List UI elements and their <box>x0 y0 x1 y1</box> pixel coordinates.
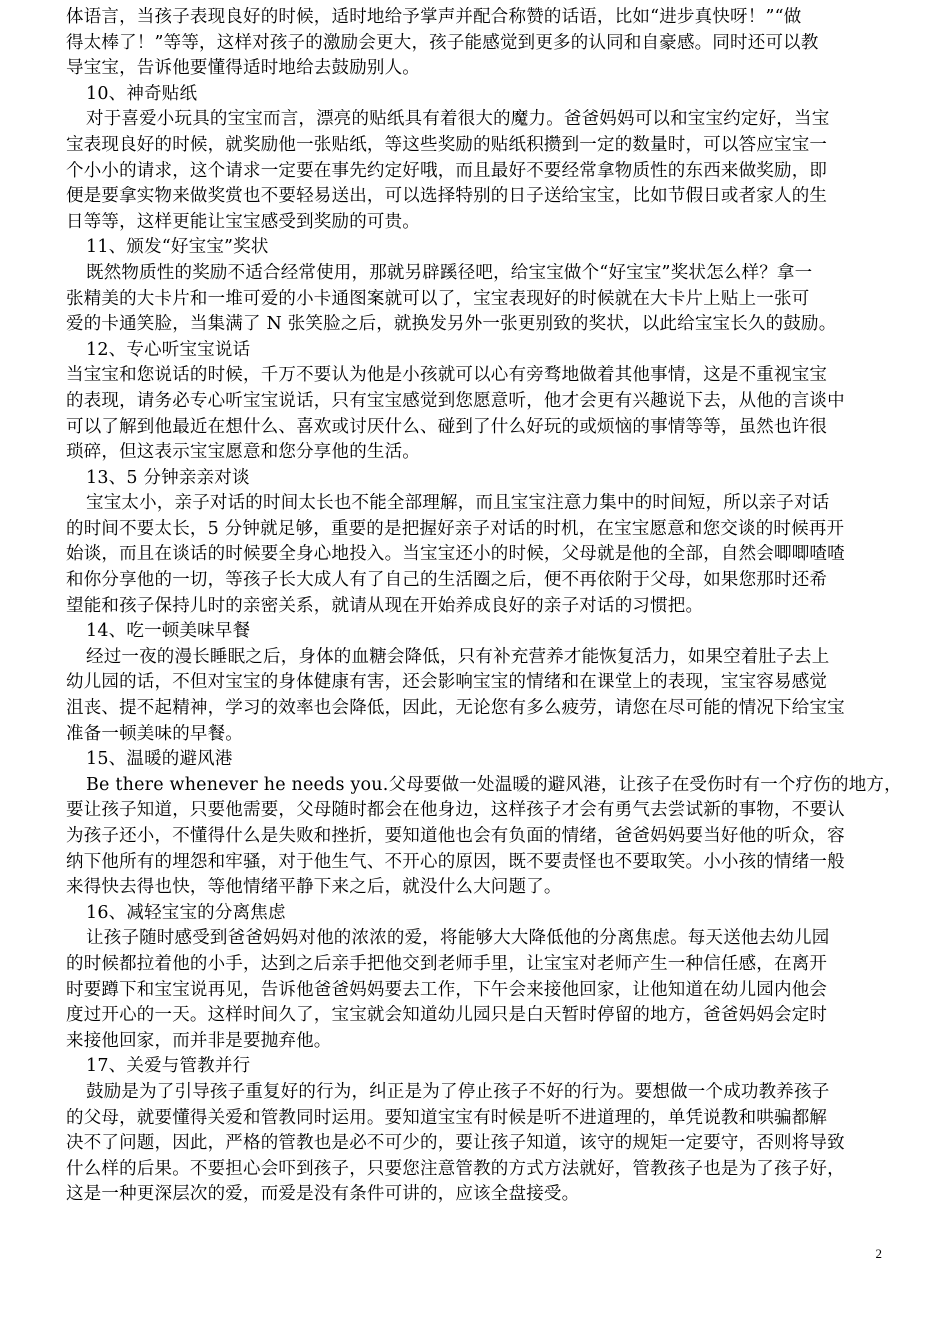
text-line: 个小小的请求，这个请求一定要在事先约定好哦，而且最好不要经常拿物质性的东西来做奖励，即 <box>66 160 828 181</box>
page-number: 2 <box>875 1246 882 1261</box>
text-line: 让孩子随时感受到爸爸妈妈对他的浓浓的爱，将能够大大降低他的分离焦虑。每天送他去幼儿园 <box>86 928 830 949</box>
text-line: 经过一夜的漫长睡眠之后，身体的血糖会降低，只有补充营养才能恢复活力，如果空着肚子去上 <box>86 646 830 667</box>
text-line: 爱的卡通笑脸，当集满了 N 张笑脸之后，就换发另外一张更别致的奖状，以此给宝宝长久的鼓励。 <box>66 314 837 335</box>
text-line: 既然物质性的奖励不适合经常使用，那就另辟蹊径吧，给宝宝做个“好宝宝”奖状怎么样？拿一 <box>86 262 813 283</box>
text-line: 纳下他所有的埋怨和牢骚，对于他生气、不开心的原因，既不要责怪也不要取笑。小小孩的情绪一般 <box>66 851 845 872</box>
text-line: 琐碎，但这表示宝宝愿意和您分享他的生活。 <box>66 442 420 463</box>
text-line: 的父母，就要懂得关爱和管教同时运用。要知道宝宝有时候是听不进道理的，单凭说教和哄骗都解 <box>66 1107 828 1128</box>
document-page <box>66 5 902 1208</box>
text-line: 为孩子还小，不懂得什么是失败和挫折，要知道他也会有负面的情绪，爸爸妈妈要当好他的听众，容 <box>66 826 845 846</box>
text-line: 沮丧、提不起精神，学习的效率也会降低，因此，无论您有多么疲劳，请您在尽可能的情况下给宝宝 <box>66 698 845 719</box>
text-line: 和你分享他的一切，等孩子长大成人有了自己的生活圈之后，便不再依附于父母，如果您那时还希 <box>66 570 828 591</box>
section-heading: 16、减轻宝宝的分离焦虑 <box>86 902 286 923</box>
text-line: 要让孩子知道，只要他需要，父母随时都会在他身边，这样孩子才会有勇气去尝试新的事物，不要认 <box>66 800 845 821</box>
text-line: 准备一顿美味的早餐。 <box>66 723 243 744</box>
text-line: 便是要拿实物来做奖赏也不要轻易送出，可以选择特别的日子送给宝宝，比如节假日或者家人的生 <box>66 186 828 207</box>
text-line: 鼓励是为了引导孩子重复好的行为，纠正是为了停止孩子不好的行为。要想做一个成功教养孩子 <box>86 1081 830 1102</box>
section-heading: 13、5 分钟亲亲对谈 <box>86 467 250 488</box>
text-line: 当宝宝和您说话的时候，千万不要认为他是小孩就可以心有旁骛地做着其他事情，这是不重视宝宝 <box>66 365 828 386</box>
text-line: 这是一种更深层次的爱，而爱是没有条件可讲的，应该全盘接受。 <box>66 1184 580 1205</box>
text-line: 度过开心的一天。这样时间久了，宝宝就会知道幼儿园只是白天暂时停留的地方，爸爸妈妈会定时 <box>66 1005 828 1026</box>
section-heading: 14、吃一顿美味早餐 <box>86 621 251 642</box>
section-heading: 12、专心听宝宝说话 <box>86 339 251 360</box>
text-line: 导宝宝，告诉他要懂得适时地给去鼓励别人。 <box>66 58 420 79</box>
section-heading: 15、温暖的避风港 <box>86 749 233 770</box>
text-line: 日等等，这样更能让宝宝感受到奖励的可贵。 <box>66 211 420 232</box>
text-line: 张精美的大卡片和一堆可爱的小卡通图案就可以了，宝宝表现好的时候就在大卡片上贴上一张可 <box>66 288 810 309</box>
text-line: 时要蹲下和宝宝说再见，告诉他爸爸妈妈要去工作，下午会来接他回家，让他知道在幼儿园内他会 <box>66 979 828 1000</box>
section-heading: 10、神奇贴纸 <box>86 83 198 104</box>
section-heading: 11、颁发“好宝宝”奖状 <box>86 237 269 258</box>
text-line: 体语言，当孩子表现良好的时候，适时地给予掌声并配合称赞的话语，比如“进步真快呀！”“做 <box>66 7 802 27</box>
text-line: 什么样的后果。不要担心会吓到孩子，只要您注意管教的方式方法就好，管教孩子也是为了孩子好， <box>66 1158 845 1179</box>
text-line: 可以了解到他最近在想什么、喜欢或讨厌什么、碰到了什么好玩的或烦恼的事情等等，虽然也许很 <box>66 416 828 437</box>
text-line: 望能和孩子保持儿时的亲密关系，就请从现在开始养成良好的亲子对话的习惯把。 <box>66 595 704 616</box>
text-line: 宝宝太小，亲子对话的时间太长也不能全部理解，而且宝宝注意力集中的时间短，所以亲子对话 <box>86 493 830 514</box>
text-line: 始谈，而且在谈话的时候要全身心地投入。当宝宝还小的时候，父母就是他的全部，自然会唧唧喳喳 <box>66 544 845 565</box>
text-line: 得太棒了！”等等，这样对孩子的激励会更大，孩子能感觉到更多的认同和自豪感。同时还可以教 <box>66 32 819 53</box>
text-line: 决不了问题，因此，严格的管教也是必不可少的，要让孩子知道，该守的规矩一定要守，否则将导致 <box>66 1133 845 1154</box>
text-line: 的表现，请务必专心听宝宝说话，只有宝宝感觉到您愿意听，他才会更有兴趣说下去，从他的言谈中 <box>66 390 845 411</box>
text-line: 来接他回家，而并非是要抛弃他。 <box>66 1030 332 1051</box>
text-line: 对于喜爱小玩具的宝宝而言，漂亮的贴纸具有着很大的魔力。爸爸妈妈可以和宝宝约定好，当宝 <box>86 109 830 130</box>
text-line: 来得快去得也快，等他情绪平静下来之后，就没什么大问题了。 <box>66 877 562 898</box>
section-heading: 17、关爱与管教并行 <box>86 1056 251 1077</box>
text-line: 的时候都拉着他的小手，达到之后亲手把他交到老师手里，让宝宝对老师产生一种信任感，在离开 <box>66 953 828 974</box>
text-line: 的时间不要太长，5 分钟就足够，重要的是把握好亲子对话的时机，在宝宝愿意和您交谈的时候再开 <box>66 518 845 539</box>
text-line: Be there whenever he needs you.父母要做一处温暖的避风港，让孩子在受伤时有一个疗伤的地方， <box>86 774 902 795</box>
text-line: 宝表现良好的时候，就奖励他一张贴纸，等这些奖励的贴纸积攒到一定的数量时，可以答应宝宝一 <box>66 134 828 155</box>
text-line: 幼儿园的话，不但对宝宝的身体健康有害，还会影响宝宝的情绪和在课堂上的表现，宝宝容易感觉 <box>66 672 828 693</box>
